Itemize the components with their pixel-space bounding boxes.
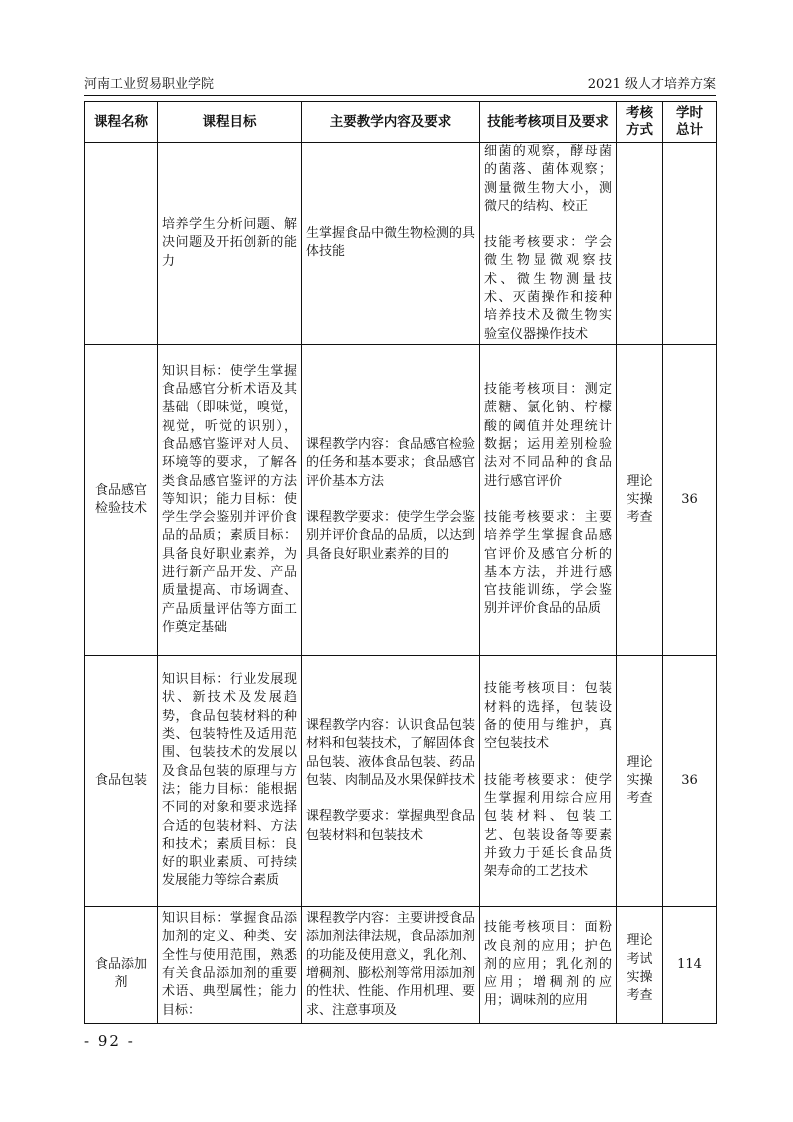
document-title: 2021 级人才培养方案: [587, 77, 716, 92]
curriculum-table: [84, 101, 717, 1024]
course-name-cell: 食品感官检验技术: [85, 344, 158, 655]
skill-requirement-paragraph: 技能考核要求：主要培养学生掌握食品感官评价及感官分析的基本方法，并进行感官技能训练，学会鉴别并评价食品的品质: [484, 509, 612, 617]
table-row: [85, 344, 717, 655]
content-paragraph: 生掌握食品中微生物检测的具体技能: [306, 226, 476, 260]
skill-item-paragraph: 技能考核项目：面粉改良剂的应用；护色剂的应用；乳化剂的应用；增稠剂的应用；调味剂的应用: [484, 920, 612, 1009]
teaching-content-cell: [302, 655, 480, 906]
header-divider: [84, 95, 716, 96]
skill-requirement-paragraph: 技能考核要求：使学生掌握利用综合应用包装材料、包装工艺、包装设备等要素并致力于延长食品货架寿命的工艺技术: [484, 772, 612, 880]
table-row: [85, 906, 717, 1023]
course-goal-cell: 培养学生分析问题、解决问题及开拓创新的能力: [158, 143, 302, 345]
teaching-content-cell: [302, 906, 480, 1023]
content-paragraph: 课程教学内容：食品感官检验的任务和基本要求；食品感官评价基本方法: [306, 437, 476, 489]
school-name: 河南工业贸易职业学院: [84, 77, 215, 92]
header-assessment-method: 考核 方式: [617, 102, 663, 143]
course-goal-cell: 知识目标：使学生掌握食品感官分析术语及其基础（即味觉，嗅觉，视觉，听觉的识别），食品感官鉴评对人员、环境等的要求，了解各类食品感官鉴评的方法等知识；能力目标：使学生学会鉴别并评价食品的品质；素质目标：具备良好职业素养，为进行新产品开发、产品质量提高、市场调查、产品质量评估等方面工作奠定基础: [158, 344, 302, 655]
teaching-content-cell: [302, 143, 480, 345]
course-goal-cell: 知识目标：行业发展现状、新技术及发展趋势，食品包装材料的种类、包装特性及适用范围、包装技术的发展以及食品包装的原理与方法；能力目标：能根据不同的对象和要求选择合适的包装材料、方法和技术；素质目标：良好的职业素质、可持续发展能力等综合素质: [158, 655, 302, 906]
teaching-content-cell: [302, 344, 480, 655]
total-hours-cell: [663, 143, 717, 345]
course-name-cell: [85, 143, 158, 345]
content-requirement-paragraph: 课程教学要求：使学生学会鉴别并评价食品的品质，以达到具备良好职业素养的目的: [306, 509, 476, 562]
assessment-method-cell: 理论 实操 考查: [617, 344, 663, 655]
table-header-row: [85, 102, 717, 143]
skill-assessment-cell: [480, 655, 617, 906]
table-row: [85, 143, 717, 345]
header-main-content: 主要教学内容及要求: [302, 102, 480, 143]
skill-requirement-paragraph: 技能考核要求：学会微生物显微观察技术、微生物测量技术、灭菌操作和接种培养技术及微生物实验室仪器操作技术: [484, 235, 612, 342]
total-hours-cell: 36: [663, 655, 717, 906]
skill-assessment-cell: [480, 906, 617, 1023]
page-header: [84, 74, 716, 96]
assessment-method-cell: 理论 考试 实操 考查: [617, 906, 663, 1023]
assessment-method-cell: 理论 实操 考查: [617, 655, 663, 906]
skill-item-paragraph: 细菌的观察，酵母菌的菌落、菌体观察；测量微生物大小，测微尺的结构、校正: [484, 144, 612, 214]
header-course-name: 课程名称: [85, 102, 158, 143]
skill-item-paragraph: 技能考核项目：包装材料的选择，包装设备的使用与维护，真空包装技术: [484, 681, 612, 752]
header-course-goal: 课程目标: [158, 102, 302, 143]
table-row: [85, 655, 717, 906]
skill-item-paragraph: 技能考核项目：测定蔗糖、氯化钠、柠檬酸的阈值并处理统计数据；运用差别检验法对不同品种的食品进行感官评价: [484, 382, 612, 489]
skill-assessment-cell: [480, 143, 617, 345]
total-hours-cell: 36: [663, 344, 717, 655]
course-name-cell: 食品包装: [85, 655, 158, 906]
content-paragraph: 课程教学内容：主要讲授食品添加剂法律法规，食品添加剂的功能及使用意义，乳化剂、增稠剂、膨松剂等常用添加剂的性状、性能、作用机理、要求、注意事项及: [306, 911, 476, 1018]
course-name-cell: 食品添加剂: [85, 906, 158, 1023]
content-requirement-paragraph: 课程教学要求：掌握典型食品包装材料和包装技术: [306, 809, 476, 843]
course-goal-cell: 知识目标：掌握食品添加剂的定义、种类、安全性与使用范围，熟悉有关食品添加剂的重要术语、典型属性；能力目标：: [158, 906, 302, 1023]
header-total-hours: 学时 总计: [663, 102, 717, 143]
assessment-method-cell: [617, 143, 663, 345]
total-hours-cell: 114: [663, 906, 717, 1023]
header-skill-assessment: 技能考核项目及要求: [480, 102, 617, 143]
content-paragraph: 课程教学内容：认识食品包装材料和包装技术，了解固体食品包装、液体食品包装、药品包装、肉制品及水果保鲜技术: [306, 718, 476, 788]
page-number: - 92 -: [84, 1032, 135, 1050]
skill-assessment-cell: [480, 344, 617, 655]
